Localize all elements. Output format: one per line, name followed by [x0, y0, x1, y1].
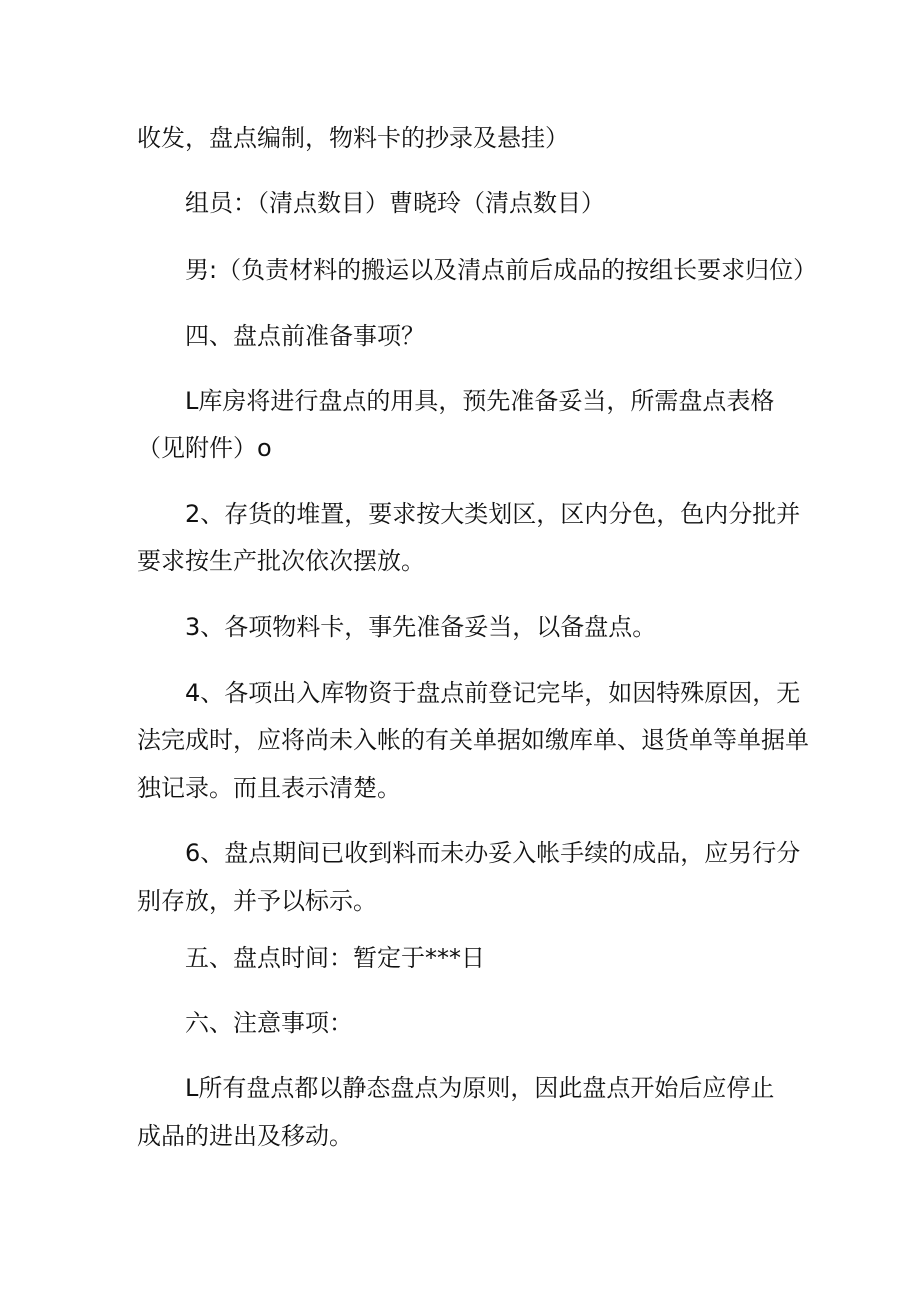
text-line-2: 组员：（清点数目）曹晓玲（清点数目） — [185, 189, 605, 217]
text-line-13: 6、盘点期间已收到料而未办妥入帐手续的成品，应另行分 — [185, 839, 801, 867]
section-heading-4: 四、盘点前准备事项？ — [185, 322, 425, 350]
section-heading-5: 五、盘点时间：暂定于***日 — [185, 944, 485, 972]
text-line-17: L所有盘点都以静态盘点为原则，因此盘点开始后应停止 — [185, 1074, 775, 1102]
text-line-3: 男:（负责材料的搬运以及清点前后成品的按组长要求归位） — [185, 256, 818, 284]
text-line-11: 法完成时，应将尚未入帐的有关单据如缴库单、退货单等单据单 — [137, 726, 809, 754]
text-line-10: 4、各项出入库物资于盘点前登记完毕，如因特殊原因，无 — [185, 679, 801, 707]
text-line-18: 成品的进出及移动。 — [137, 1122, 353, 1150]
text-line-8: 要求按生产批次依次摆放。 — [137, 547, 425, 575]
section-heading-6: 六、注意事项： — [185, 1009, 353, 1037]
text-line-7: 2、存货的堆置，要求按大类划区，区内分色，色内分批并 — [185, 500, 801, 528]
text-line-14: 别存放，并予以标示。 — [137, 887, 377, 915]
text-line-9: 3、各项物料卡，事先准备妥当，以备盘点。 — [185, 613, 657, 641]
text-line-5: L库房将进行盘点的用具，预先准备妥当，所需盘点表格 — [185, 387, 775, 415]
text-line-1: 收发，盘点编制，物料卡的抄录及悬挂） — [137, 124, 569, 152]
text-line-12: 独记录。而且表示清楚。 — [137, 774, 401, 802]
text-line-6: （见附件）o — [137, 434, 272, 462]
